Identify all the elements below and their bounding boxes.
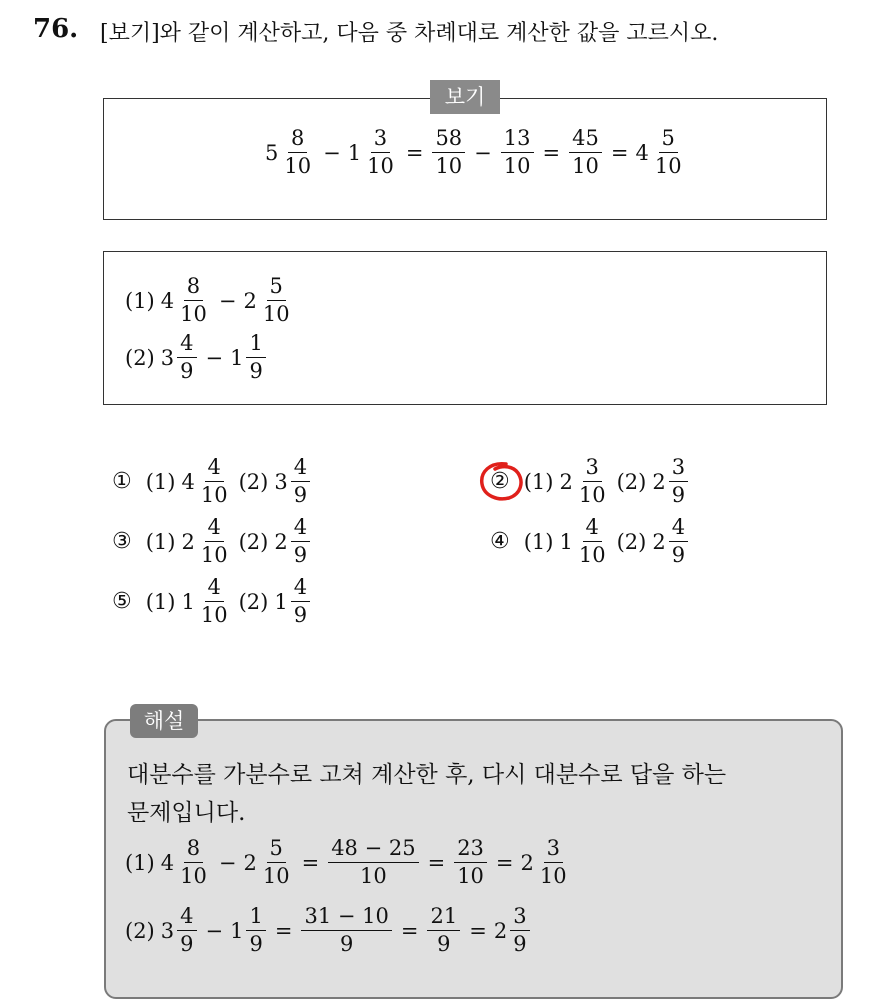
fraction: $\frac{5}{10}$ (262, 274, 290, 326)
minus-sign: − (474, 140, 492, 165)
fraction: $\frac{31 - 10}{9}$ (301, 906, 391, 955)
fraction: $\frac{4}{9}$ (291, 577, 310, 626)
whole: 1 (347, 140, 362, 165)
part-label: (2) (238, 529, 269, 554)
choice-3[interactable] (112, 517, 312, 566)
choice-mark: ① (112, 469, 132, 494)
problem-2 (125, 333, 268, 382)
fraction: $\frac{45}{10}$ (569, 128, 602, 177)
fraction: $\frac{5}{10}$ (262, 836, 290, 888)
minus-sign: − (218, 850, 237, 875)
problem-label: (2) (125, 918, 155, 943)
equals-sign: = (274, 918, 293, 943)
fraction: $\frac{3}{9}$ (510, 906, 529, 955)
whole: 2 (559, 469, 573, 494)
equals-sign: = (427, 850, 446, 875)
fraction: $\frac{4}{10}$ (200, 455, 228, 507)
choice-mark: ⑤ (112, 589, 132, 614)
choice-5[interactable] (112, 577, 312, 626)
fraction: $\frac{4}{10}$ (578, 515, 606, 567)
choice-mark: ③ (112, 529, 132, 554)
fraction: $\frac{1}{9}$ (246, 333, 265, 382)
problem-label: (1) (125, 288, 155, 313)
whole: 1 (230, 918, 244, 943)
fraction: $\frac{21}{9}$ (427, 906, 460, 955)
explanation-tag: 해설 (130, 704, 198, 738)
whole: 1 (181, 589, 195, 614)
whole: 1 (230, 345, 244, 370)
part-label: (2) (238, 589, 269, 614)
fraction: $\frac{48 - 25}{10}$ (328, 838, 418, 887)
fraction: $\frac{4}{9}$ (669, 517, 688, 566)
problem-label: (1) (125, 850, 155, 875)
whole: 4 (635, 140, 649, 165)
whole: 2 (274, 529, 288, 554)
explanation-equation-1 (125, 838, 572, 887)
equals-sign: = (400, 918, 419, 943)
answer-circle-icon (476, 460, 528, 504)
fraction: $\frac{4}{9}$ (177, 333, 196, 382)
fraction: $\frac{3}{10}$ (539, 836, 567, 888)
part-label: (1) (523, 529, 554, 554)
fraction: $\frac{4}{9}$ (291, 517, 310, 566)
fraction: $\frac{3}{9}$ (669, 457, 688, 506)
fraction: $\frac{8}{10}$ (180, 836, 207, 888)
minus-sign: − (205, 345, 224, 370)
minus-sign: − (323, 140, 341, 165)
fraction: $\frac{3}{10}$ (578, 455, 606, 507)
equals-sign: = (469, 918, 487, 943)
part-label: (1) (523, 469, 554, 494)
part-label: (1) (145, 589, 176, 614)
whole: 3 (160, 345, 175, 370)
fraction: $\frac{4}{9}$ (291, 457, 310, 506)
choice-4[interactable] (490, 517, 690, 566)
fraction: $\frac{3}{10}$ (367, 126, 394, 178)
fraction: $\frac{8}{10}$ (284, 126, 312, 178)
whole: 2 (493, 918, 508, 943)
example-tag: 보기 (430, 80, 500, 114)
fraction: $\frac{8}{10}$ (180, 274, 207, 326)
question-number: 76. (33, 14, 79, 44)
equals-sign: = (542, 140, 561, 165)
whole: 4 (160, 850, 175, 875)
part-label: (1) (145, 469, 176, 494)
fraction: $\frac{23}{10}$ (454, 838, 487, 887)
fraction: $\frac{58}{10}$ (432, 128, 465, 177)
problem-label: (2) (125, 345, 155, 370)
choice-1[interactable] (112, 457, 312, 506)
question-text: [보기]와 같이 계산하고, 다음 중 차례대로 계산한 값을 고르시오. (100, 21, 719, 46)
part-label: (2) (616, 529, 647, 554)
equals-sign: = (301, 850, 320, 875)
choice-mark: ② (490, 469, 510, 494)
fraction: $\frac{1}{9}$ (246, 906, 265, 955)
whole: 5 (265, 140, 279, 165)
fraction: $\frac{4}{10}$ (200, 575, 228, 627)
whole: 2 (652, 529, 666, 554)
equals-sign: = (495, 850, 514, 875)
part-label: (1) (145, 529, 176, 554)
whole: 2 (181, 529, 195, 554)
equals-sign: = (610, 140, 629, 165)
explanation-line-1: 대분수를 가분수로 고쳐 계산한 후, 다시 대분수로 답을 하는 (127, 762, 727, 788)
explanation-line-2: 문제입니다. (127, 800, 246, 826)
explanation-equation-2 (125, 906, 532, 955)
whole: 2 (520, 850, 534, 875)
fraction: $\frac{4}{10}$ (200, 515, 228, 567)
fraction: $\frac{4}{9}$ (177, 906, 196, 955)
whole: 2 (652, 469, 666, 494)
whole: 4 (181, 469, 195, 494)
fraction: $\frac{13}{10}$ (501, 128, 534, 177)
whole: 4 (160, 288, 175, 313)
whole: 1 (559, 529, 573, 554)
part-label: (2) (616, 469, 647, 494)
whole: 3 (160, 918, 175, 943)
answer-circle-stroke (482, 464, 521, 499)
whole: 3 (274, 469, 288, 494)
minus-sign: − (218, 288, 237, 313)
problem-1 (125, 276, 295, 325)
choice-mark: ④ (490, 529, 510, 554)
whole: 2 (243, 288, 257, 313)
whole: 1 (274, 589, 288, 614)
part-label: (2) (238, 469, 269, 494)
example-equation (265, 128, 687, 177)
whole: 2 (243, 850, 257, 875)
minus-sign: − (205, 918, 224, 943)
fraction: $\frac{5}{10}$ (654, 126, 682, 178)
equals-sign: = (405, 140, 424, 165)
